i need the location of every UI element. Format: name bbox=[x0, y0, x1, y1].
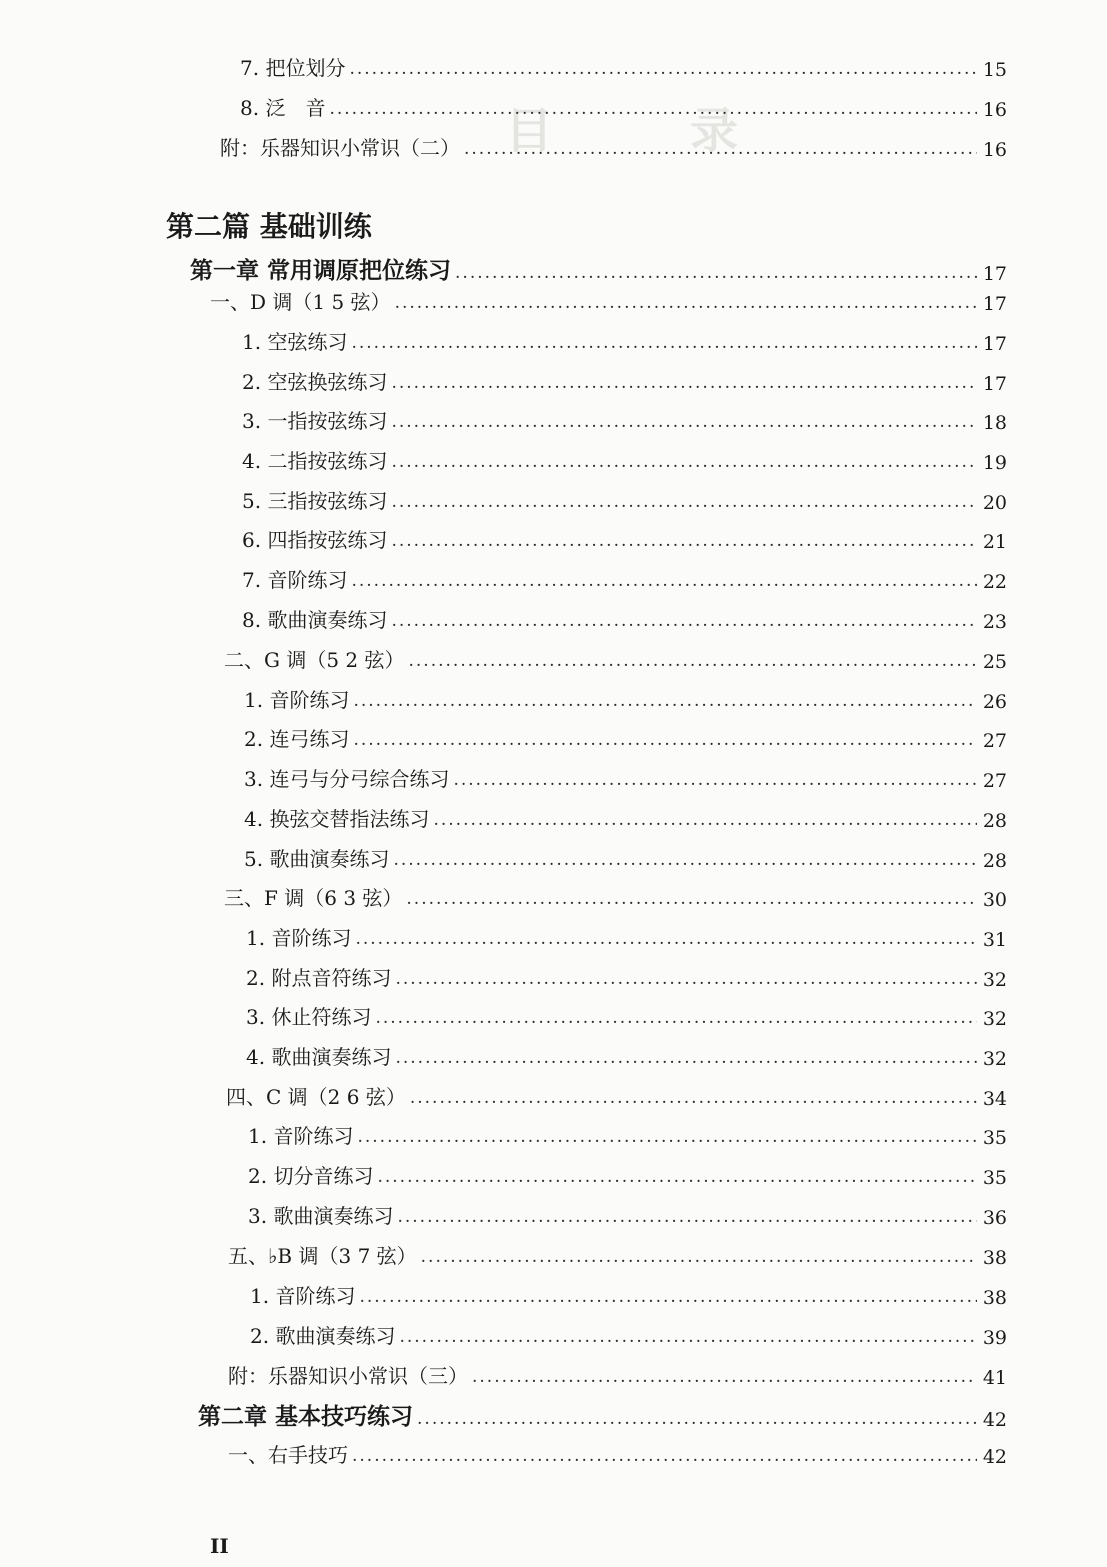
toc-entry-label: 4. 歌曲演奏练习 bbox=[246, 1045, 392, 1069]
dot-leader bbox=[391, 494, 976, 514]
dot-leader bbox=[406, 891, 976, 911]
toc-entry-label: 一、D 调（1 5 弦） bbox=[210, 290, 391, 314]
dot-leader bbox=[391, 414, 976, 434]
dot-leader bbox=[453, 772, 976, 792]
toc-entry[interactable] bbox=[248, 1200, 1007, 1229]
toc-entry[interactable] bbox=[246, 1041, 1007, 1070]
toc-entry[interactable] bbox=[242, 405, 1007, 434]
toc-entry[interactable] bbox=[240, 92, 1007, 121]
dot-leader bbox=[353, 693, 976, 713]
toc-page-number: 32 bbox=[982, 969, 1007, 991]
dot-leader bbox=[391, 533, 976, 553]
toc-entry[interactable] bbox=[242, 366, 1007, 395]
dot-leader bbox=[377, 1169, 976, 1189]
dot-leader bbox=[391, 454, 976, 474]
toc-entry-label: 2. 连弓练习 bbox=[244, 727, 350, 751]
toc-entry-label: 第一章 常用调原把位练习 bbox=[190, 257, 452, 284]
dot-leader bbox=[395, 1050, 976, 1070]
toc-page-number: 38 bbox=[982, 1287, 1007, 1309]
toc-entry[interactable] bbox=[242, 326, 1007, 355]
toc-page-number: 28 bbox=[982, 850, 1007, 872]
bleed-through-mark: 目 bbox=[505, 103, 554, 159]
toc-section-entry[interactable] bbox=[226, 1081, 1007, 1110]
toc-page-number: 30 bbox=[982, 889, 1007, 911]
dot-leader bbox=[359, 1289, 976, 1309]
toc-page-number: 28 bbox=[982, 810, 1007, 832]
toc-page-number: 27 bbox=[982, 770, 1007, 792]
dot-leader bbox=[352, 1448, 977, 1468]
dot-leader bbox=[329, 101, 976, 121]
dot-leader bbox=[464, 141, 977, 161]
dot-leader bbox=[355, 931, 976, 951]
toc-page-number: 31 bbox=[982, 929, 1007, 951]
toc-entry-label: 1. 音阶练习 bbox=[246, 926, 352, 950]
toc-page-number: 18 bbox=[982, 412, 1007, 434]
toc-entry[interactable] bbox=[246, 962, 1007, 991]
toc-section-entry[interactable] bbox=[224, 644, 1007, 673]
toc-entry[interactable] bbox=[248, 1120, 1007, 1149]
toc-entry-label: 3. 连弓与分弓综合练习 bbox=[244, 767, 450, 791]
dot-leader bbox=[399, 1329, 976, 1349]
toc-page-number: 26 bbox=[982, 691, 1007, 713]
toc-entry-label: 1. 音阶练习 bbox=[250, 1284, 356, 1308]
toc-entry[interactable] bbox=[244, 763, 1007, 792]
toc-section-entry[interactable] bbox=[210, 286, 1007, 315]
toc-entry-label: 7. 音阶练习 bbox=[242, 568, 348, 592]
toc-entry-label: 8. 歌曲演奏练习 bbox=[242, 608, 388, 632]
toc-entry-label: 3. 休止符练习 bbox=[246, 1005, 372, 1029]
toc-entry[interactable] bbox=[244, 723, 1007, 752]
toc-page-number: 20 bbox=[982, 492, 1007, 514]
toc-chapter-entry[interactable] bbox=[198, 1398, 1007, 1431]
toc-entry-label: 7. 把位划分 bbox=[240, 56, 346, 80]
toc-entry[interactable] bbox=[220, 132, 1007, 161]
toc-entry-label: 附：乐器知识小常识（三） bbox=[228, 1364, 468, 1388]
dot-leader bbox=[433, 812, 976, 832]
toc-entry-label: 4. 换弦交替指法练习 bbox=[244, 807, 430, 831]
toc-entry[interactable] bbox=[242, 564, 1007, 593]
toc-entry[interactable] bbox=[228, 1360, 1007, 1389]
bleed-through-mark: 录 bbox=[690, 103, 739, 159]
dot-leader bbox=[397, 1209, 976, 1229]
toc-entry[interactable] bbox=[240, 52, 1007, 81]
toc-entry-label: 第二章 基本技巧练习 bbox=[198, 1403, 414, 1430]
toc-entry[interactable] bbox=[246, 922, 1007, 951]
part-title: 第二篇 基础训练 bbox=[166, 210, 372, 243]
toc-entry-label: 1. 音阶练习 bbox=[244, 688, 350, 712]
dot-leader bbox=[391, 375, 976, 395]
toc-entry[interactable] bbox=[242, 445, 1007, 474]
dot-leader bbox=[417, 1411, 977, 1431]
toc-entry-label: 1. 音阶练习 bbox=[248, 1124, 354, 1148]
dot-leader bbox=[455, 265, 977, 285]
toc-entry-label: 一、右手技巧 bbox=[228, 1443, 348, 1467]
dot-leader bbox=[375, 1010, 976, 1030]
dot-leader bbox=[353, 732, 976, 752]
toc-section-entry[interactable] bbox=[228, 1439, 1007, 1468]
dot-leader bbox=[393, 852, 976, 872]
toc-page-number: 27 bbox=[982, 730, 1007, 752]
toc-page-number: 36 bbox=[982, 1207, 1007, 1229]
toc-entry-label: 二、G 调（5 2 弦） bbox=[224, 648, 405, 672]
toc-entry[interactable] bbox=[242, 485, 1007, 514]
dot-leader bbox=[395, 971, 976, 991]
dot-leader bbox=[409, 653, 977, 673]
dot-leader bbox=[410, 1090, 977, 1110]
dot-leader bbox=[349, 61, 976, 81]
dot-leader bbox=[391, 613, 976, 633]
toc-entry-label: 3. 歌曲演奏练习 bbox=[248, 1204, 394, 1228]
toc-page-number: 25 bbox=[982, 651, 1007, 673]
toc-page-number: 42 bbox=[982, 1409, 1007, 1431]
toc-page-number: 32 bbox=[982, 1048, 1007, 1070]
toc-entry-label: 4. 二指按弦练习 bbox=[242, 449, 388, 473]
toc-page-number: 19 bbox=[982, 452, 1007, 474]
toc-entry[interactable] bbox=[246, 1001, 1007, 1030]
toc-page-number: 16 bbox=[982, 139, 1007, 161]
toc-page-number: 17 bbox=[982, 293, 1007, 315]
toc-page-number: 15 bbox=[982, 59, 1007, 81]
toc-page-number: 34 bbox=[982, 1088, 1007, 1110]
toc-page-number: 32 bbox=[982, 1008, 1007, 1030]
toc-entry-label: 三、F 调（6 3 弦） bbox=[224, 886, 403, 910]
toc-page-number: 22 bbox=[982, 571, 1007, 593]
toc-page-number: 17 bbox=[982, 333, 1007, 355]
toc-chapter-entry[interactable] bbox=[190, 252, 1007, 285]
toc-page-number: 16 bbox=[982, 99, 1007, 121]
toc-page-number: 21 bbox=[982, 531, 1007, 553]
toc-entry-label: 3. 一指按弦练习 bbox=[242, 409, 388, 433]
page-folio: II bbox=[210, 1534, 229, 1558]
toc-entry-label: 5. 歌曲演奏练习 bbox=[244, 847, 390, 871]
toc-page-number: 41 bbox=[982, 1367, 1007, 1389]
dot-leader bbox=[351, 573, 976, 593]
dot-leader bbox=[357, 1129, 976, 1149]
toc-entry[interactable] bbox=[244, 803, 1007, 832]
dot-leader bbox=[395, 295, 977, 315]
toc-entry-label: 2. 歌曲演奏练习 bbox=[250, 1324, 396, 1348]
toc-entry-label: 2. 空弦换弦练习 bbox=[242, 370, 388, 394]
toc-page-number: 38 bbox=[982, 1247, 1007, 1269]
toc-entry-label: 5. 三指按弦练习 bbox=[242, 489, 388, 513]
toc-entry-label: 四、C 调（2 6 弦） bbox=[226, 1085, 406, 1109]
toc-page-number: 35 bbox=[982, 1127, 1007, 1149]
toc-entry[interactable] bbox=[244, 843, 1007, 872]
toc-page-number: 35 bbox=[982, 1167, 1007, 1189]
toc-entry[interactable] bbox=[242, 524, 1007, 553]
toc-entry[interactable] bbox=[250, 1320, 1007, 1349]
dot-leader bbox=[351, 335, 976, 355]
toc-section-entry[interactable] bbox=[224, 882, 1007, 911]
toc-page-number: 42 bbox=[982, 1446, 1007, 1468]
toc-entry[interactable] bbox=[248, 1160, 1007, 1189]
toc-entry[interactable] bbox=[242, 604, 1007, 633]
toc-page-number: 17 bbox=[982, 373, 1007, 395]
toc-entry[interactable] bbox=[244, 684, 1007, 713]
toc-entry-label: 6. 四指按弦练习 bbox=[242, 528, 388, 552]
toc-entry[interactable] bbox=[250, 1280, 1007, 1309]
toc-page-number: 17 bbox=[982, 263, 1007, 285]
toc-entry-label: 2. 切分音练习 bbox=[248, 1164, 374, 1188]
toc-page-number: 23 bbox=[982, 611, 1007, 633]
toc-entry-label: 附：乐器知识小常识（二） bbox=[220, 136, 460, 160]
toc-entry-label: 五、♭B 调（3 7 弦） bbox=[228, 1244, 417, 1268]
dot-leader bbox=[421, 1249, 977, 1269]
toc-entry-label: 1. 空弦练习 bbox=[242, 330, 348, 354]
toc-section-entry[interactable] bbox=[228, 1240, 1007, 1269]
toc-entry-label: 2. 附点音符练习 bbox=[246, 966, 392, 990]
dot-leader bbox=[472, 1369, 977, 1389]
toc-entry-label: 8. 泛 音 bbox=[240, 96, 326, 120]
toc-page-number: 39 bbox=[982, 1327, 1007, 1349]
